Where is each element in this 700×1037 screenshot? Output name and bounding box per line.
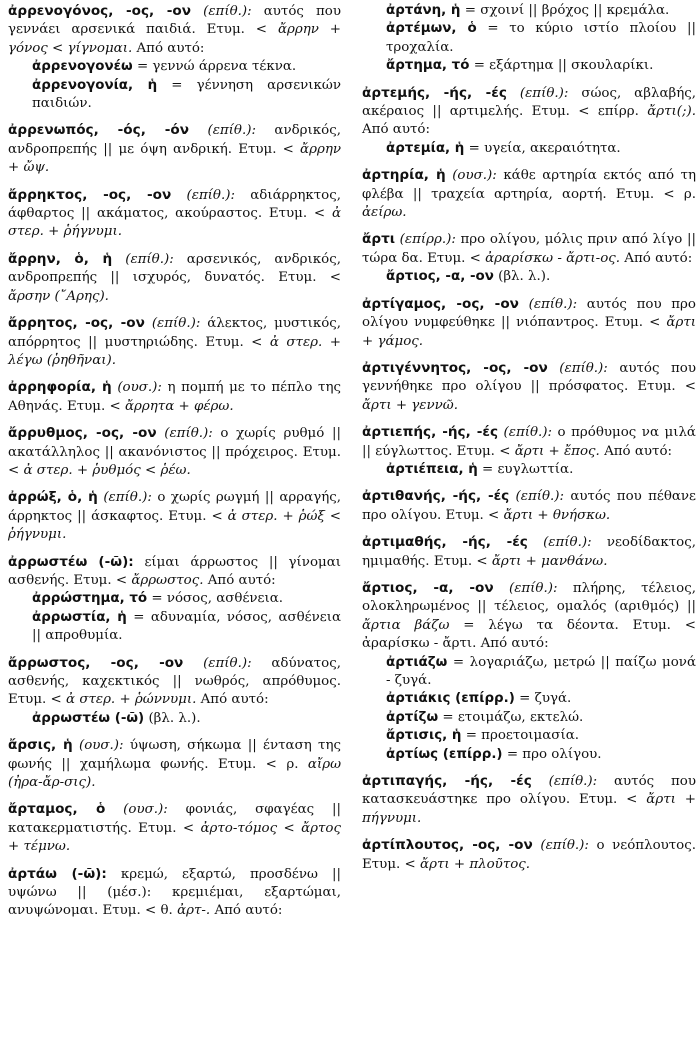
entry-definition: ο χωρίς ρυθμό || ακατάλληλος || ακανόνιστος || πρόχειρος. Ετυμ. < — [8, 426, 341, 478]
entry-definition: κάθε αρτηρία εκτός από τη φλέβα || τραχεία αρτηρία, αορτή. Ετυμ. < ρ. — [362, 168, 696, 202]
entry-main — [8, 314, 341, 370]
entry-definition: αδιάρρηκτος, άφθαρτος || ακάματος, ακούραστος. Ετυμ. < — [8, 187, 341, 222]
sub-entry — [8, 58, 341, 76]
entry-main — [362, 836, 696, 874]
entry-definition: πλήρης, τέλειος, ολοκληρωμένος || τέλειος, ομαλός (αριθμός) || — [362, 580, 696, 615]
entry-definition: άλεκτος, μυστικός, απόρρητος || μυστηριώδης. Ετυμ. < — [8, 316, 342, 350]
sub-entry-definition: = υγεία, ακεραιότητα. — [468, 140, 621, 156]
dictionary-entry — [8, 736, 341, 792]
sub-entry-definition: = ευγλωττία. — [482, 461, 574, 477]
entry-main — [362, 84, 696, 140]
sub-entry — [8, 590, 341, 608]
dictionary-entry — [362, 359, 696, 415]
sub-entry — [362, 690, 696, 708]
entry-part-of-speech: (επίθ.): — [503, 425, 553, 441]
entry-headword: ἀρτάω (-ῶ): — [8, 865, 107, 882]
sub-entry-headword: ἀρτέμων, ὁ — [386, 21, 477, 37]
dictionary-entry — [8, 654, 341, 729]
entry-part-of-speech: (επίθ.): — [559, 360, 608, 376]
entry-definition: αυτός που γεννάει αρσενικά παιδιά. Ετυμ. < — [8, 4, 341, 38]
entry-tail: = λέγω τα δέοντα. Ετυμ. < ἀραρίσκω - ἄρτι. Από αυτό: — [362, 617, 696, 652]
sub-entry-headword: ἄρτημα, τό — [386, 58, 470, 74]
entry-tail: Από αυτό: — [214, 903, 283, 919]
entry-headword: ἄρρυθμος, -ος, -ον — [8, 425, 157, 442]
entry-main — [8, 2, 341, 58]
sub-entry-definition: = νόσος, ασθένεια. — [151, 591, 284, 607]
entry-definition: νεοδίδακτος, ημιμαθής. Ετυμ. < — [362, 535, 696, 569]
entry-headword: ἀρτιθανής, -ής, -ές — [362, 488, 510, 505]
entry-headword: ἄρτιος, -α, -ον — [362, 579, 494, 596]
entry-main — [8, 488, 341, 544]
sub-entry-definition: (βλ. λ.). — [148, 710, 201, 726]
entry-etymology: ἀ στερ. + λέγω (ῥηθῆναι). — [8, 334, 341, 368]
entry-main — [362, 533, 696, 571]
right-column — [362, 2, 696, 882]
entry-part-of-speech: (ουσ.): — [452, 168, 497, 184]
entry-main — [8, 424, 341, 480]
sub-entry — [362, 2, 696, 20]
entry-etymology: ἄρτι + θνήσκω. — [503, 507, 611, 523]
dictionary-entry — [8, 553, 341, 646]
entry-definition: είμαι άρρωστος || γίνομαι ασθενής. Ετυμ. < — [8, 554, 341, 588]
dictionary-entry — [8, 186, 341, 242]
dictionary-entry — [8, 488, 341, 544]
entry-etymology: ἀ στερ. + ῥώξ < ῥήγνυμι. — [8, 508, 342, 543]
dictionary-entry — [362, 772, 696, 828]
entry-main — [8, 553, 341, 591]
entry-definition: ύψωση, σήκωμα || ένταση της φωνής || χαμήλωμα φωνής. Ετυμ. < ρ. — [8, 738, 341, 772]
entry-tail: Από αυτό: — [207, 572, 276, 588]
entry-part-of-speech: (επίθ.): — [207, 123, 256, 139]
sub-entry — [362, 654, 696, 691]
entry-headword: ἀρρώξ, ὁ, ἡ — [8, 489, 98, 506]
entry-definition: προ ολίγου, μόλις πριν από λίγο || τώρα δα. Ετυμ. < — [362, 232, 696, 266]
entry-definition: ο χωρίς ρωγμή || αρραγής, άρρηκτος || άσκαφτος. Ετυμ. < — [8, 490, 341, 524]
entry-etymology: ἀ στερ. + ῥήγνυμι. — [8, 206, 341, 240]
entry-headword: ἀρτεμής, -ής, -ές — [362, 84, 507, 101]
sub-entry-headword: ἀρτιάκις (επίρρ.) — [386, 691, 515, 707]
entry-definition: αυτός που πέθανε προ ολίγου. Ετυμ. < — [362, 489, 696, 523]
sub-entry-definition: = γεννώ άρρενα τέκνα. — [136, 59, 297, 75]
sub-entry-definition: (βλ. λ.). — [498, 269, 551, 285]
entry-part-of-speech: (ουσ.): — [78, 738, 124, 754]
entry-headword: ἄρρητος, -ος, -ον — [8, 315, 145, 332]
entry-headword: ἀρρηφορία, ἡ — [8, 379, 112, 396]
dictionary-entry — [362, 533, 696, 571]
entry-definition: αδύνατος, ασθενής, καχεκτικός || νωθρός, απρόθυμος. Ετυμ. < — [8, 655, 341, 708]
entry-etymology: ἀρτ-. — [177, 903, 211, 919]
entry-definition: ο πρόθυμος να μιλά || εύγλωττος. Ετυμ. < — [362, 425, 696, 459]
entry-etymology: ἄρτι + πήγνυμι. — [362, 792, 696, 826]
entry-main — [8, 121, 341, 177]
entry-part-of-speech: (επίθ.): — [164, 426, 213, 442]
sub-entry-definition: = ετοιμάζω, εκτελώ. — [442, 709, 584, 725]
dictionary-entry — [362, 579, 696, 764]
sub-entry-headword: ἀρρωστέω (-ῶ) — [32, 710, 145, 726]
entry-tail: Από αυτό: — [136, 40, 205, 56]
entry-main — [362, 772, 696, 828]
sub-entry — [362, 461, 696, 479]
sub-entry-definition: = το κύριο ιστίο πλοίου || τροχαλία. — [386, 21, 696, 55]
entry-headword: ἄρτι — [362, 231, 396, 248]
sub-entry — [362, 709, 696, 727]
entry-etymology: ἄρτι + ἔπος. — [514, 443, 600, 459]
entry-definition: ο νεόπλουτος. Ετυμ. < — [362, 838, 696, 872]
entry-etymology: ἄρτι + πλοῦτος. — [420, 856, 531, 872]
sub-entry-headword: ἀρρενογονία, ἡ — [32, 77, 158, 93]
sub-entry-headword: ἀρτιέπεια, ἡ — [386, 461, 478, 477]
dictionary-entry — [362, 166, 696, 222]
entry-etymology: ἄρτια βάζω — [362, 617, 450, 633]
entry-main — [8, 800, 341, 856]
sub-entry-headword: ἄρτισις, ἡ — [386, 728, 462, 744]
entry-headword: ἀρτιπαγής, -ής, -ές — [362, 773, 532, 790]
entry-etymology: ἀ στερ. + ῥώννυμι. — [66, 692, 197, 708]
entry-main — [8, 186, 341, 242]
dictionary-entry — [362, 230, 696, 286]
entry-part-of-speech: (επίρρ.): — [399, 232, 456, 248]
entry-main — [8, 865, 341, 921]
entry-headword: ἀρτιγέννητος, -ος, -ον — [362, 359, 548, 376]
sub-entry-definition: = γέννηση αρσενικών παιδιών. — [32, 77, 341, 112]
entry-etymology: ἄρρωστος. — [131, 572, 204, 588]
entry-etymology: ἄρτι + γάμος. — [362, 315, 696, 349]
entry-headword: ἄρρωστος, -ος, -ον — [8, 654, 184, 671]
entry-headword: ἀρρενογόνος, -ος, -ον — [8, 3, 191, 19]
entry-main — [8, 654, 341, 710]
entry-part-of-speech: (επίθ.): — [515, 489, 565, 505]
entry-etymology: ἄρρητα + φέρω. — [124, 398, 234, 414]
entry-main — [362, 230, 696, 268]
dictionary-entry — [362, 295, 696, 351]
sub-entry — [8, 77, 341, 114]
dictionary-entry — [362, 423, 696, 479]
entry-definition: κρεμώ, εξαρτώ, προσδένω || υψώνω || (μέσ.): κρεμιέμαι, εξαρτώμαι, ανυψώνομαι. Ετυμ. < θ. — [8, 866, 341, 919]
entry-part-of-speech: (επίθ.): — [548, 774, 598, 790]
entry-part-of-speech: (επίθ.): — [103, 490, 152, 506]
sub-entry-headword: ἀρτιάζω — [386, 654, 448, 670]
entry-definition: φονιάς, σφαγέας || κατακερματιστής. Ετυμ. < — [8, 802, 341, 836]
entry-part-of-speech: (επίθ.): — [203, 4, 252, 19]
entry-main — [362, 423, 696, 461]
entry-main — [362, 359, 696, 415]
entry-part-of-speech: (επίθ.): — [543, 535, 592, 551]
dictionary-entry — [8, 424, 341, 480]
entry-headword: ἀρρενωπός, -ός, -όν — [8, 122, 190, 139]
entry-headword: ἄρταμος, ὁ — [8, 801, 106, 818]
sub-entry — [362, 57, 696, 75]
entry-definition: σώος, αβλαβής, ακέραιος || αρτιμελής. Ετυμ. < επίρρ. — [362, 85, 697, 120]
entry-headword: ἄρρηκτος, -ος, -ον — [8, 186, 172, 203]
sub-entry — [362, 140, 696, 158]
entry-tail: Από αυτό: — [362, 122, 430, 138]
entry-part-of-speech: (ουσ.): — [117, 380, 162, 396]
sub-entry — [362, 746, 696, 764]
entry-etymology: ἄρτι + μανθάνω. — [491, 553, 608, 569]
entry-part-of-speech: (επίθ.): — [125, 251, 174, 267]
entry-headword: ἀρτιμαθής, -ής, -ές — [362, 534, 528, 551]
entry-part-of-speech: (επίθ.): — [203, 655, 252, 671]
dictionary-entry — [8, 314, 341, 370]
dictionary-entry — [362, 487, 696, 525]
entry-part-of-speech: (επίθ.): — [519, 85, 569, 101]
entry-etymology: ἄρρην + γόνος < γίγνομαι. — [8, 22, 341, 56]
entry-etymology: ἀ στερ. + ῥυθμός < ῥέω. — [23, 462, 191, 478]
entry-part-of-speech: (επίθ.): — [151, 316, 201, 332]
entry-definition: ανδρικός, ανδροπρεπής || με όψη ανδρική. Ετυμ. < — [8, 123, 341, 157]
dictionary-entry — [362, 2, 696, 76]
entry-headword: ἄρρην, ὁ, ἡ — [8, 250, 113, 267]
sub-entry-definition: = εξάρτημα || σκουλαρίκι. — [473, 58, 654, 74]
entry-definition: αυτός που γεννήθηκε προ ολίγου || πρόσφατος. Ετυμ. < — [362, 360, 697, 395]
dictionary-entry — [8, 250, 341, 306]
sub-entry-definition: = σχοινί || βρόχος || κρεμάλα. — [464, 3, 670, 18]
entry-headword: ἀρτίπλουτος, -ος, -ον — [362, 837, 533, 854]
sub-entry-headword: ἀρρενογονέω — [32, 59, 133, 75]
entry-tail: Από αυτό: — [624, 250, 693, 266]
sub-entry-headword: ἀρτεμία, ἡ — [386, 140, 465, 156]
entry-definition: αρσενικός, ανδρικός, ανδροπρεπής || ισχυρός, δυνατός. Ετυμ. < — [8, 251, 341, 286]
dictionary-entry — [8, 800, 341, 856]
entry-definition: αυτός που προ ολίγου νυμφεύθηκε || νιόπαντρος. Ετυμ. < — [362, 296, 696, 331]
entry-headword: ἄρσις, ἡ — [8, 737, 73, 754]
entry-part-of-speech: (επίθ.): — [186, 187, 235, 203]
sub-entry — [8, 710, 341, 728]
sub-entry-headword: ἀρρωστία, ἡ — [32, 609, 127, 625]
entry-headword: ἀρτηρία, ἡ — [362, 167, 446, 184]
entry-etymology: ἄρτι + γεννῶ. — [362, 397, 458, 413]
entry-main — [362, 579, 696, 654]
entry-main — [362, 295, 696, 351]
sub-entry — [362, 727, 696, 745]
entry-headword: ἀρτιεπής, -ής, -ές — [362, 424, 499, 441]
sub-entry-definition: = λογαριάζω, μετρώ || παίζω μονά - ζυγά. — [386, 654, 696, 688]
dictionary-entry — [8, 121, 341, 177]
entry-main — [8, 736, 341, 792]
entry-etymology: ἀείρω. — [362, 205, 407, 221]
entry-etymology: ἄρτι(;). — [647, 104, 696, 120]
sub-entry-definition: = προετοιμασία. — [465, 728, 579, 744]
entry-etymology: ἀραρίσκω - ἄρτι-ος. — [485, 250, 621, 266]
sub-entry-definition: = αδυναμία, νόσος, ασθένεια || απροθυμία. — [32, 609, 341, 644]
dictionary-entry — [8, 865, 341, 921]
entry-part-of-speech: (επίθ.): — [540, 838, 589, 854]
dictionary-entry — [8, 2, 341, 113]
entry-etymology: ἄρρην + ὤψ. — [8, 141, 341, 176]
entry-etymology: αἴρω (ἠρα-ἄρ-σις). — [8, 756, 341, 791]
entry-etymology: ἀρτο-τόμος < ἄρτος + τέμνω. — [8, 820, 341, 855]
entry-main — [8, 250, 341, 306]
entry-definition: αυτός που κατασκευάστηκε προ ολίγου. Ετυμ. < — [362, 774, 696, 808]
entry-tail: Από αυτό: — [604, 443, 673, 459]
entry-tail: Από αυτό: — [200, 692, 269, 708]
sub-entry-headword: ἄρτιος, -α, -ον — [386, 269, 494, 285]
sub-entry-definition: = ζυγά. — [519, 691, 572, 707]
entry-part-of-speech: (επίθ.): — [508, 580, 558, 596]
entry-main — [362, 487, 696, 525]
dictionary-entry — [362, 84, 696, 159]
sub-entry-headword: ἀρρώστημα, τό — [32, 591, 148, 607]
sub-entry-definition: = προ ολίγου. — [506, 746, 602, 762]
left-column — [8, 2, 341, 929]
entry-definition: η πομπή με το πέπλο της Αθηνάς. Ετυμ. < — [8, 380, 341, 414]
entry-headword: ἀρτίγαμος, -ος, -ον — [362, 295, 519, 312]
dictionary-entry — [8, 378, 341, 416]
entry-main — [362, 166, 696, 222]
entry-part-of-speech: (ουσ.): — [123, 802, 168, 818]
entry-etymology: ἄρσην (῎Αρης). — [8, 288, 109, 304]
sub-entry-headword: ἀρτίζω — [386, 709, 439, 725]
sub-entry — [362, 20, 696, 57]
entry-main — [8, 378, 341, 416]
sub-entry-headword: ἀρτάνη, ἡ — [386, 3, 461, 18]
sub-entry — [8, 609, 341, 646]
entry-headword: ἀρρωστέω (-ῶ): — [8, 553, 134, 570]
dictionary-entry — [362, 836, 696, 874]
sub-entry — [362, 268, 696, 286]
sub-entry-headword: ἀρτίως (επίρρ.) — [386, 746, 503, 762]
entry-part-of-speech: (επίθ.): — [528, 296, 578, 312]
